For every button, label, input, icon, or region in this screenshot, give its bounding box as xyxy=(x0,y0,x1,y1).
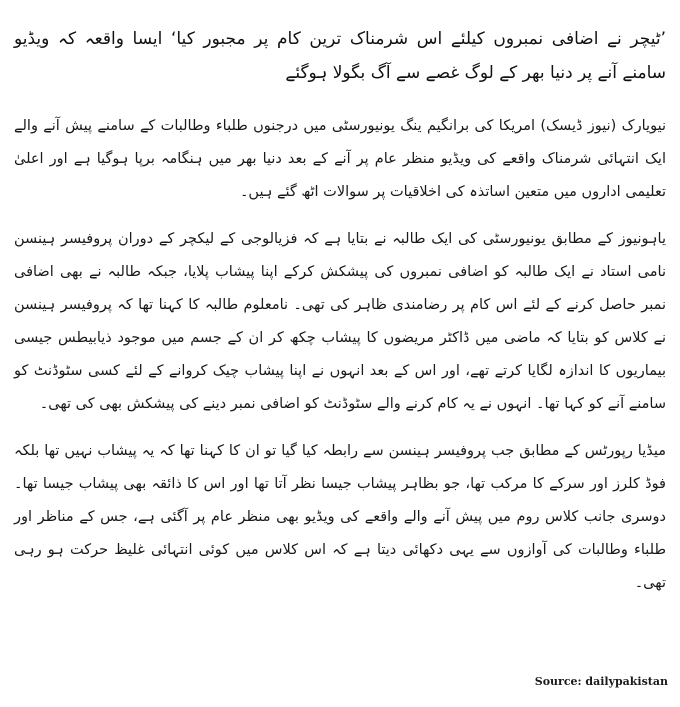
article-headline: ’ٹیچر نے اضافی نمبروں کیلئے اس شرمناک ترین کام پر مجبور کیا‘ ایسا واقعہ کہ ویڈیو سامنے آنے پر دنیا بھر کے لوگ غصے سے آگ بگولا ہوگئے xyxy=(14,29,666,83)
article-paragraph-3: میڈیا رپورٹس کے مطابق جب پروفیسر ہینسن سے رابطہ کیا گیا تو ان کا کہنا تھا کہ یہ پیشاب نہیں تھا بلکہ فوڈ کلرز اور سرکے کا مرکب تھا، جو بظاہر پیشاب جیسا نظر آتا تھا اور اس کا ذائقہ بھی پیشاب جیسا تھا۔ دوسری جانب کلاس روم میں پیش آنے والے واقعے کی ویڈیو بھی منظر عام پر آگئی ہے، جس کے مناظر اور طلباء وطالبات کی آوازوں سے یہی دکھائی دیتا ہے کہ اس کلاس میں کوئی انتہائی غلیظ حرکت ہو رہی تھی۔ xyxy=(14,443,666,591)
source-credit: Source: dailypakistan xyxy=(534,675,668,688)
article-paragraph-2: یاہونیوز کے مطابق یونیورسٹی کی ایک طالبہ نے بتایا ہے کہ فزیالوجی کے لیکچر کے دوران پروفیسر ہینسن نامی استاد نے ایک طالبہ کو اضافی نمبروں کی پیشکش کرکے اپنا پیشاب پلایا، جبکہ طالبہ نے بھی اضافی نمبر حاصل کرنے کے لئے اس کام پر رضامندی ظاہر کی تھی۔ نامعلوم طالبہ کا کہنا تھا کہ پروفیسر ہینسن نے کلاس کو بتایا کہ ماضی میں ڈاکٹر مریضوں کا پیشاب چکھ کر ان کے جسم میں موجود ذیابیطس جیسی بیماریوں کا اندازہ لگایا کرتے تھے، اور اس کے بعد انہوں نے اپنا پیشاب چیک کروانے کے لئے کسی سٹوڈنٹ کو سامنے آنے کو کہا تھا۔ انہوں نے یہ کام کرنے والے سٹوڈنٹ کو اضافی نمبر دینے کی پیشکش بھی کی تھی۔ xyxy=(14,231,666,412)
article-paragraph-1: نیویارک (نیوز ڈیسک) امریکا کی برانگیم ینگ یونیورسٹی میں درجنوں طلباء وطالبات کے سامنے پیش آنے والے ایک انتہائی شرمناک واقعے کی ویڈیو منظر عام پر آنے کے بعد دنیا بھر میں ہنگامہ برپا ہوگیا ہے اور اعلیٰ تعلیمی اداروں میں متعین اساتذہ کی اخلاقیات پر سوالات اٹھ گئے ہیں۔ xyxy=(14,118,666,200)
article xyxy=(14,22,666,614)
